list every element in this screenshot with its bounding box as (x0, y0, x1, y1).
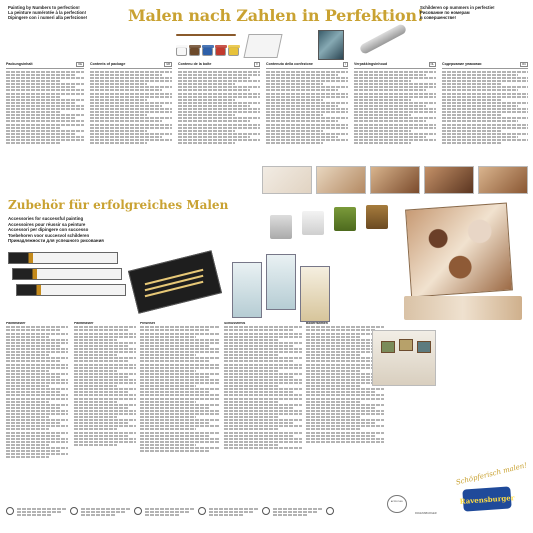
accessories-subtitle-ru: Принадлежности для успешного рисования (8, 238, 104, 244)
column-fr-heading: Contenu de la boîte (178, 62, 212, 66)
varnish-products-image (232, 238, 352, 328)
footer-text (145, 507, 195, 517)
column-de-tag: DE (78, 63, 82, 66)
painting-hand-image (404, 296, 522, 320)
header-left-line-2: La peinture numérotée à la perfection! (8, 10, 87, 16)
column-ru-header (442, 62, 528, 69)
column-gb-heading: Contents of package (90, 62, 126, 66)
progress-step-image (316, 166, 366, 194)
column-nl-tag: NL (430, 63, 434, 66)
instruction-columns (6, 62, 528, 162)
description-label: Pinselset (140, 322, 155, 325)
warning-icon (262, 507, 270, 515)
column-de-heading: Packungsinhalt (6, 62, 33, 66)
paint-pots-image (176, 32, 238, 56)
header-right-line-2: Рисование по номерам (420, 10, 470, 16)
warning-icon (198, 507, 206, 515)
column-gb (90, 62, 172, 162)
frame-icon (399, 339, 413, 351)
header-left-line-3: Dipingere con i numeri alla perfezione! (8, 15, 88, 21)
column-nl-header (354, 62, 436, 69)
column-de-header (6, 62, 84, 69)
paint-pot-icon (228, 47, 239, 56)
paint-box (12, 268, 122, 280)
accessories-subtitle-fr: Accessoires pour réussir sa peinture (8, 221, 86, 227)
holder-image (270, 215, 292, 239)
header-right-line-3: в совершенстве! (420, 15, 456, 21)
header-left-text (8, 5, 118, 21)
header-left-line-1: Painting by Numbers to perfection! (8, 5, 80, 10)
accessories-subtitle-it: Accessori per dipingere con successo (8, 227, 89, 233)
column-fr (178, 62, 260, 162)
warning-icon (70, 507, 78, 515)
varnish-icon (300, 266, 330, 322)
painting-template-image (243, 34, 282, 58)
progress-step-image (262, 166, 312, 194)
paint-pot-icon (202, 47, 213, 56)
slogan-text: Schöpferisch malen! (455, 461, 528, 487)
description-label: Paintmaster (6, 322, 26, 325)
progress-step-image (370, 166, 420, 194)
footer-icons (6, 507, 376, 529)
living-room-image (372, 330, 436, 386)
paint-box (16, 284, 126, 296)
progress-step-image (424, 166, 474, 194)
frame-icon (417, 341, 431, 353)
description-varnish (224, 322, 302, 498)
column-gb-header (90, 62, 172, 69)
package-contents-photo (130, 28, 420, 62)
column-it (266, 62, 348, 162)
column-nl-heading: Verpakkingsinhoud (354, 62, 388, 66)
footer-text (81, 507, 131, 517)
column-de (6, 62, 84, 162)
accessories-subtitle-gb: Accessories for successful painting (8, 216, 84, 221)
description-paintmaster-1 (6, 322, 68, 498)
paint-tube-image (359, 23, 408, 55)
column-fr-tag: F (256, 63, 258, 66)
column-ru (442, 62, 528, 162)
description-paintmaster-2 (74, 322, 136, 498)
brand-logo: Ravensburger (462, 486, 511, 511)
paint-pot-icon (176, 47, 187, 56)
holder-image (302, 211, 324, 235)
paint-box (8, 252, 118, 264)
brush-icon (176, 34, 236, 36)
accessory-descriptions (6, 322, 528, 500)
approval-seal: APPROVED (387, 495, 407, 513)
header-right-line-1: Schilderen op nummers in perfectie! (420, 5, 495, 10)
column-fr-header (178, 62, 260, 69)
brush-set-image (130, 250, 225, 320)
description-brush-set (140, 322, 220, 498)
footer-text (209, 507, 259, 517)
main-title: Malen nach Zahlen in Perfektion! (128, 6, 424, 25)
holder-image (366, 205, 388, 229)
accessories-subtitle-nl: Toebehoren voor succesvol schilderen (8, 232, 90, 238)
varnish-icon (232, 262, 262, 318)
column-ru-heading: Содержание упаковки (442, 62, 482, 66)
cupcake-painting-image (400, 200, 528, 325)
paintmaster-boxes-image (8, 250, 128, 320)
column-gb-tag: GB (166, 63, 170, 66)
warning-icon (6, 507, 14, 515)
paint-pot-icon (215, 47, 226, 56)
warning-icon (134, 507, 142, 515)
accessories-title: Zubehör für erfolgreiches Malen (8, 198, 229, 212)
warning-icon (326, 507, 334, 515)
footer-text (273, 507, 323, 517)
description-label: Bilderrahmen (306, 322, 328, 325)
accessories-subtitles (8, 216, 104, 244)
column-nl (354, 62, 436, 162)
column-ru-tag: RU (522, 63, 526, 66)
paint-pot-icon (189, 47, 200, 56)
canvas-image (318, 30, 344, 60)
company-address: RAVENSBURGER (415, 512, 437, 515)
footer-text (17, 507, 67, 517)
column-it-header (266, 62, 348, 69)
varnish-icon (266, 254, 296, 310)
progress-step-image (478, 166, 528, 194)
holder-image (334, 207, 356, 231)
painting-progress-images (262, 166, 528, 196)
canvas-image (405, 203, 513, 298)
column-it-tag: I (345, 63, 346, 66)
description-label: Paintmaster (74, 322, 94, 325)
header-right-text (420, 5, 528, 21)
column-it-heading: Contenuto della confezione (266, 62, 313, 66)
description-label: Schlussfirnis (224, 322, 246, 325)
frame-icon (381, 341, 395, 353)
